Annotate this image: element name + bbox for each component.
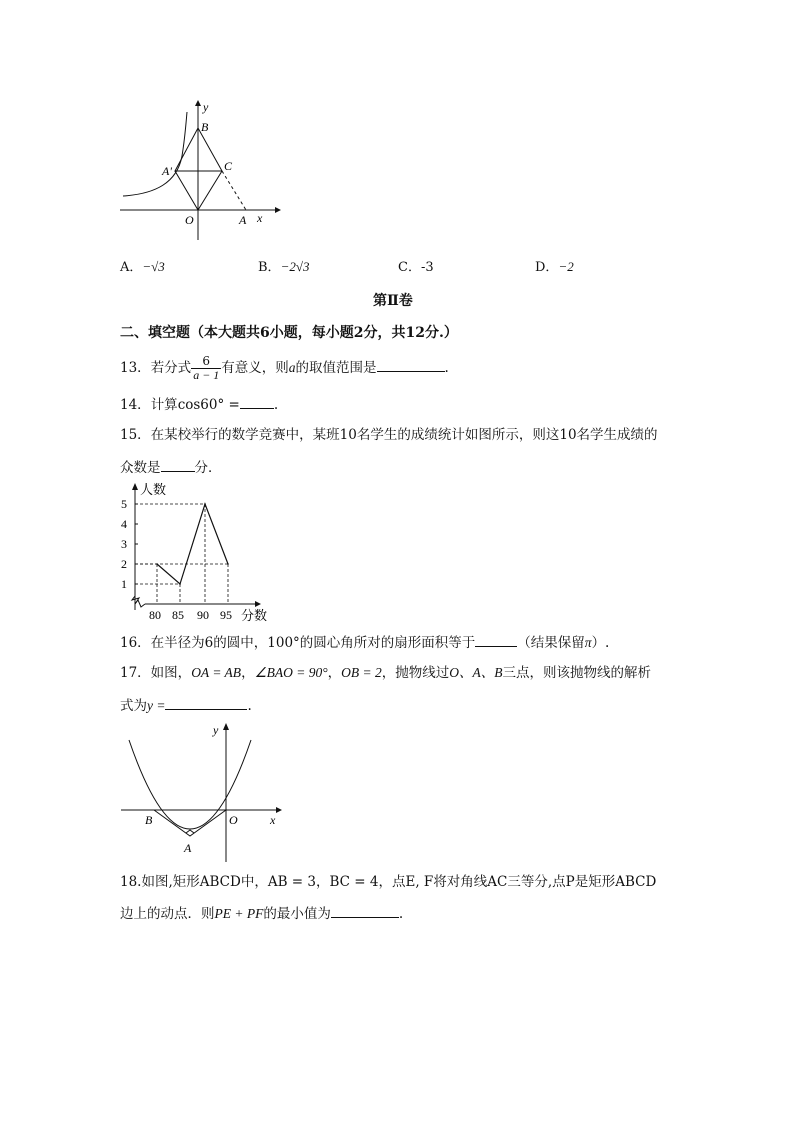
x-axis-title: 分数 — [241, 608, 268, 623]
label-C: C — [224, 159, 233, 173]
data-point — [156, 563, 158, 565]
x-tick-label: 90 — [197, 608, 209, 622]
y-tick-label: 1 — [121, 577, 127, 591]
x-axis-arrow-icon — [276, 807, 282, 813]
section-2-heading: 二、填空题（本大题共6小题，每小题2分，共12分.） — [120, 325, 458, 341]
question-15-line1: 15．在某校举行的数学竞赛中，某班10名学生的成绩统计如图所示，则这10名学生成绩的 — [120, 427, 658, 443]
question-14: 14．计算cos60° = . — [120, 394, 278, 415]
label-y: y — [213, 723, 219, 737]
question-17-line1: 17．如图，OA = AB，∠BAO = 90°，OB = 2，抛物线过O、A、B三点，则该抛物线的解析 — [120, 665, 652, 681]
choice-d[interactable]: D．−2 — [535, 259, 574, 275]
y-tick-label: 3 — [121, 537, 127, 551]
x-tick-label: 95 — [220, 608, 232, 622]
question-18-line2: 边上的动点．则PE + PF的最小值为 . — [120, 903, 403, 924]
y-axis-arrow-icon — [223, 723, 229, 730]
x-tick-label: 85 — [172, 608, 184, 622]
label-y: y — [203, 100, 209, 114]
figure-parabola — [118, 718, 288, 866]
label-x: x — [270, 813, 276, 827]
part-2-title: 第Ⅱ卷 — [373, 293, 413, 309]
answer-blank-15[interactable] — [161, 457, 195, 472]
question-17-line2: 式为y = . — [120, 695, 252, 716]
x-axis-arrow-icon — [275, 207, 281, 213]
x-axis-arrow-icon — [255, 601, 261, 607]
hyperbola-curve — [123, 112, 187, 196]
answer-blank-14[interactable] — [240, 394, 274, 409]
label-B: B — [201, 120, 209, 134]
question-16: 16．在半径为6的圆中，100°的圆心角所对的扇形面积等于 （结果保留π）. — [120, 632, 609, 653]
choice-c[interactable]: C．-3 — [398, 260, 434, 275]
answer-blank-16[interactable] — [475, 632, 517, 647]
score-line-chart — [115, 480, 275, 625]
question-15-line2: 众数是 分． — [120, 457, 222, 478]
y-tick-label: 4 — [121, 517, 127, 531]
question-13: 13．若分式 $\frac{6}{a - 1}$ 有意义，则a的取值范围是 . — [120, 354, 449, 382]
y-tick-label: 2 — [121, 557, 127, 571]
label-O: O — [229, 813, 238, 827]
dashed-line-ca — [222, 171, 246, 210]
label-x: x — [257, 211, 263, 225]
label-A-prime: A' — [162, 164, 172, 178]
question-18-line1: 18.如图,矩形ABCD中，AB = 3，BC = 4，点E, F将对角线AC三等分,点P是矩形ABCD — [120, 874, 657, 890]
answer-blank-13[interactable] — [377, 357, 445, 372]
data-point — [179, 583, 181, 585]
data-point — [204, 503, 206, 505]
label-B: B — [145, 813, 153, 827]
data-series-line — [157, 504, 228, 584]
label-A: A — [239, 213, 247, 227]
choice-a[interactable]: A．−√3 — [120, 259, 165, 275]
y-axis-title: 人数 — [140, 482, 167, 497]
figure-hyperbola-rhombus — [115, 98, 285, 243]
label-O: O — [185, 213, 194, 227]
answer-blank-18[interactable] — [331, 903, 399, 918]
right-angle-mark — [186, 830, 194, 833]
y-axis-arrow-icon — [195, 100, 201, 106]
y-tick-label: 5 — [121, 497, 127, 511]
answer-blank-17[interactable] — [165, 695, 247, 710]
label-A: A — [184, 841, 192, 855]
x-tick-label: 80 — [149, 608, 161, 622]
fraction: $\frac{6}{a - 1}$ — [193, 354, 220, 382]
y-axis-arrow-icon — [132, 483, 138, 490]
data-point — [227, 563, 229, 565]
choice-b[interactable]: B．−2√3 — [258, 259, 310, 275]
